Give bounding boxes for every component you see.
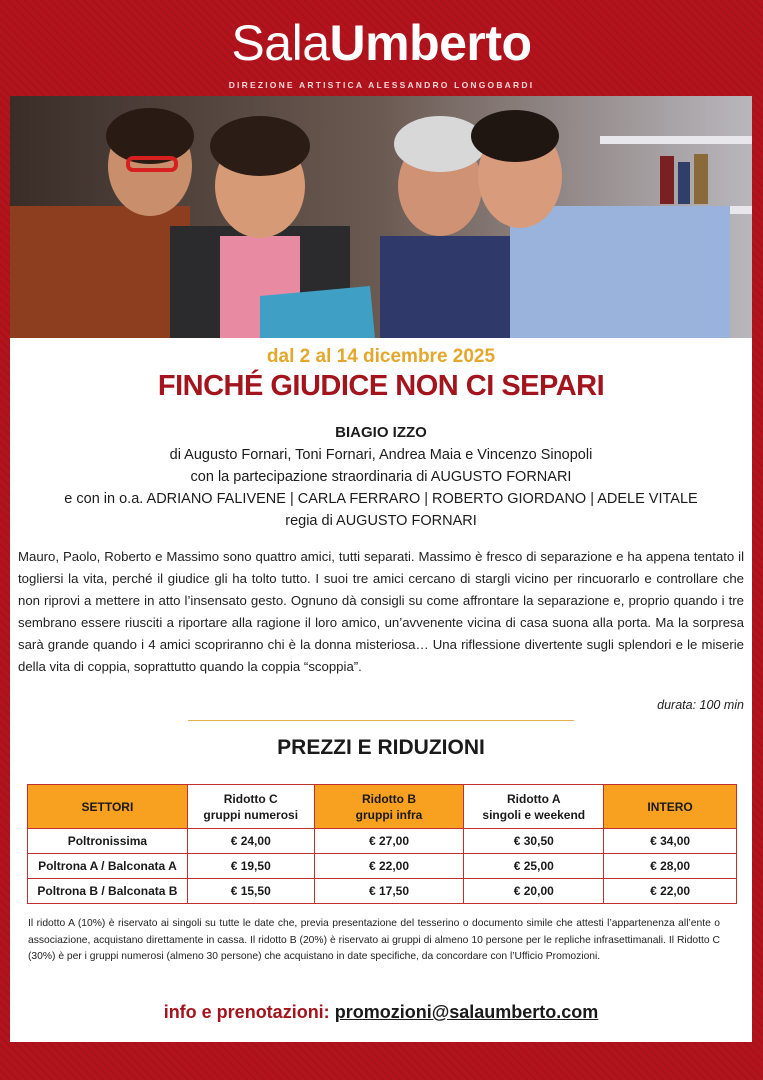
content-card: [10, 338, 752, 1042]
table-row: [28, 854, 737, 879]
logo-bold-text: Umberto: [329, 15, 532, 71]
col-settori: [28, 785, 188, 829]
col-ridotto-a-label: Ridotto A: [507, 791, 561, 806]
price-ridotto-a: € 20,00: [464, 879, 604, 904]
director-line: regia di AUGUSTO FORNARI: [285, 513, 477, 529]
show-dates: dal 2 al 14 dicembre 2025: [266, 346, 496, 367]
prices-heading: PREZZI E RIDUZIONI: [277, 736, 485, 759]
sala-umberto-logo: [0, 14, 763, 72]
section-divider: [188, 720, 574, 721]
credits-block: [10, 422, 752, 532]
show-title: FINCHÉ GIUDICE NON CI SEPARI: [157, 370, 605, 402]
col-ridotto-b-label: Ridotto B: [362, 791, 416, 806]
table-row: [28, 829, 737, 854]
cast-line: e con in o.a. ADRIANO FALIVENE | CARLA FERRARO | ROBERTO GIORDANO | ADELE VITALE: [64, 491, 698, 507]
four-actors-illustration: [10, 96, 752, 338]
row-sector: Poltronissima: [28, 829, 188, 854]
col-ridotto-c-label: Ridotto C: [223, 791, 278, 806]
col-intero-label: INTERO: [647, 799, 693, 814]
col-intero: [604, 785, 737, 829]
col-ridotto-c: [187, 785, 314, 829]
price-ridotto-c: € 19,50: [187, 854, 314, 879]
price-ridotto-b: € 17,50: [314, 879, 464, 904]
price-ridotto-a: € 25,00: [464, 854, 604, 879]
col-ridotto-a-sub: singoli e weekend: [482, 807, 586, 822]
special-guest-line: con la partecipazione straordinaria di AUGUSTO FORNARI: [190, 469, 572, 485]
show-photo: [10, 96, 752, 338]
price-table: [27, 784, 737, 904]
col-ridotto-c-sub: gruppi numerosi: [203, 807, 299, 822]
price-intero: € 28,00: [604, 854, 737, 879]
price-ridotto-c: € 24,00: [187, 829, 314, 854]
contact-email-link[interactable]: promozioni@salaumberto.com: [334, 1002, 599, 1022]
logo-light-text: Sala: [231, 15, 330, 71]
col-ridotto-b: [314, 785, 464, 829]
price-ridotto-b: € 27,00: [314, 829, 464, 854]
price-ridotto-b: € 22,00: [314, 854, 464, 879]
price-intero: € 34,00: [604, 829, 737, 854]
col-ridotto-b-sub: gruppi infra: [355, 807, 423, 822]
price-ridotto-a: € 30,50: [464, 829, 604, 854]
header: [0, 0, 763, 96]
discount-notes: Il ridotto A (10%) è riservato ai singoli su tutte le date che, previa presentazione del tesserino o documento simile che attesti l’appartenenza all’ente o associazione, acquistano direttamente in cassa. Il ridotto B (20%) è riservato ai gruppi di almeno 10 persone per le repliche infrasettimanali. Il Ridotto C (30%) è per i gruppi numerosi (almeno 30 persone) che acquistano in date specifiche, da concordare con l’Ufficio Promozioni.: [28, 918, 720, 962]
contact-line: [10, 1002, 752, 1023]
authors-line: di Augusto Fornari, Toni Fornari, Andrea Maia e Vincenzo Sinopoli: [169, 447, 593, 463]
row-sector: Poltrona A / Balconata A: [28, 854, 188, 879]
col-ridotto-a: [464, 785, 604, 829]
price-table-header: [28, 785, 737, 829]
artistic-direction: DIREZIONE ARTISTICA ALESSANDRO LONGOBARDI: [228, 80, 535, 90]
table-row: [28, 879, 737, 904]
lead-actor: BIAGIO IZZO: [335, 424, 427, 441]
synopsis: Mauro, Paolo, Roberto e Massimo sono quattro amici, tutti separati. Massimo è fresco di separazione e ha appena tentato il togliersi la vita, perché il giudice gli ha tolto tutto. I suoi tre amici cercano di stargli vicino per rincuorarlo e controllare che non riprovi a mettere in atto l’insensato gesto. Ognuno dà consigli su come affrontare la separazione e, proprio quando i tre sembrano essere riusciti a riportare alla ragione il loro amico, un’avvenente vicina di casa suona alla porta. Ma la sorpresa sarà grande quando i 4 amici scopriranno chi è la donna misteriosa… Una riflessione divertente sugli splendori e le miserie della vita di coppia, soprattutto quando la coppia “scoppia”.: [18, 549, 744, 674]
price-intero: € 22,00: [604, 879, 737, 904]
row-sector: Poltrona B / Balconata B: [28, 879, 188, 904]
duration: durata: 100 min: [657, 698, 744, 712]
contact-label: info e prenotazioni:: [163, 1002, 330, 1022]
price-ridotto-c: € 15,50: [187, 879, 314, 904]
col-settori-label: SETTORI: [81, 799, 134, 814]
